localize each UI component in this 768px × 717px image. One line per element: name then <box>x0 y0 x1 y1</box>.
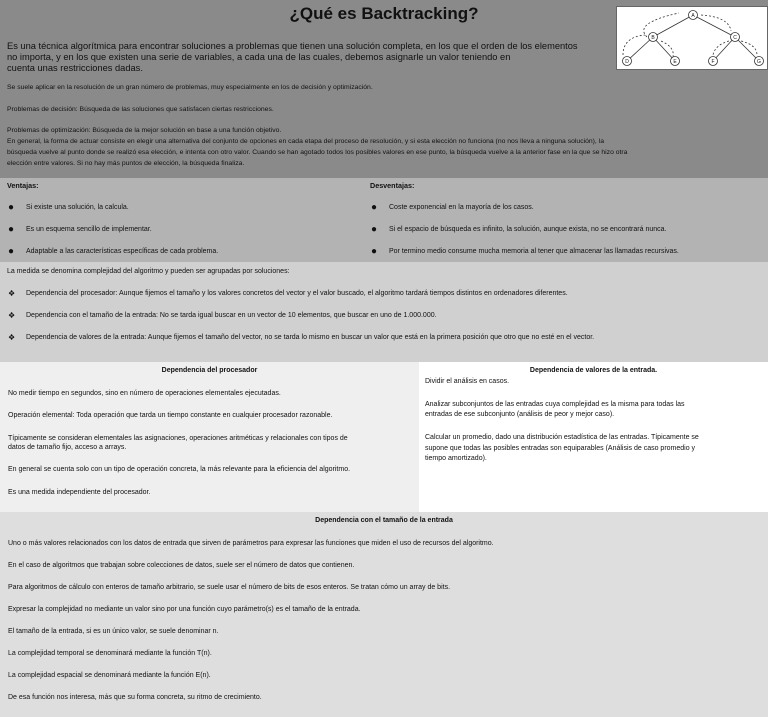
box-heading: Dependencia de valores de la entrada. <box>529 367 658 374</box>
bullet-icon: ● <box>8 246 15 257</box>
paragraph: No medir tiempo en segundos, sino en número de operaciones elementales ejecutadas. <box>8 390 281 397</box>
complexity-measure-section: La medida se denomina complejidad del algoritmo y pueden ser agrupadas por soluciones: ❖ Dependencia del procesador: Aunque fijemos el tamaño y los valores concretos del vector y el valor buscado, el algoritmo tardará tiempos distintos en ordenadores diferentes. ❖ Dependencia con el tamaño de la entrada: No se tarda igual buscar en un vector de 10 elementos, que buscar en uno de 1.000.000. ❖ Dependencia de valores de la entrada: Aunque fijemos el tamaño del vector, no se tarda lo mismo en buscar un valor que está en la primera posición que otro que no esté en el vector. <box>0 262 768 362</box>
diamond-bullet-icon: ❖ <box>8 289 16 298</box>
disadvantages-box: Desventajas: ● Coste exponencial en la mayoría de los casos. ● Si el espacio de búsqueda es infinito, la solución, aunque exista, no se encontrará nunca. ● Por termino medio consume mucha memoria al tener que almacenar las llamadas recursivas. <box>363 178 768 262</box>
advantages-heading: Ventajas: <box>7 181 39 190</box>
intro-line: no importa, y en los que existen una serie de variables, a cada una de las cuales, debemos asignarle un valor teniendo en <box>7 52 511 62</box>
paragraph: supone que todas las posibles entradas son equiparables (Análisis de caso promedio y <box>425 445 696 452</box>
intro-line: cuenta unas restricciones dadas. <box>7 63 143 73</box>
box-heading: Dependencia del procesador <box>161 367 258 374</box>
paragraph: De esa función nos interesa, más que su forma concreta, su ritmo de crecimiento. <box>8 694 262 701</box>
page-title: ¿Qué es Backtracking? <box>289 4 479 23</box>
tree-node-label: F <box>711 59 715 65</box>
paragraph: datos de tamaño fijo, acceso a arrays. <box>8 444 127 451</box>
paragraph: Típicamente se consideran elementales las asignaciones, operaciones aritméticas y relacionales con tipos de <box>8 435 348 442</box>
backtracking-tree-diagram <box>616 6 768 70</box>
diamond-bullet-icon: ❖ <box>8 333 16 342</box>
advantages-box: Ventajas: ● Si existe una solución, la calcula. ● Es un esquema sencillo de implementar. ● Adaptable a las características específicas de cada problema. <box>0 178 363 262</box>
bullet-icon: ● <box>371 246 378 257</box>
paragraph: La complejidad temporal se denominará mediante la función T(n). <box>8 650 212 657</box>
section-intro: La medida se denomina complejidad del algoritmo y pueden ser agrupadas por soluciones: <box>7 268 290 275</box>
intro-section <box>0 0 768 178</box>
processor-dependency-box <box>0 362 419 512</box>
diamond-bullet-icon: ❖ <box>8 311 16 320</box>
paragraph: Expresar la complejidad no mediante un valor sino por una función cuyo parámetro(s) es el tamaño de la entrada. <box>8 606 361 613</box>
paragraph: Dividir el análisis en casos. <box>425 378 510 385</box>
tree-node-label: C <box>733 35 737 41</box>
paragraph: tiempo amortizado). <box>425 455 487 462</box>
paragraph: Analizar subconjuntos de las entradas cuya complejidad es la misma para todas las <box>425 401 685 408</box>
paragraph: entradas de ese subconjunto (análisis de peor y mejor caso). <box>425 411 615 418</box>
disadvantages-heading: Desventajas: <box>370 181 415 190</box>
paragraph: Se suele aplicar en la resolución de un gran número de problemas, muy especialmente en los de decisión y optimización. <box>7 84 373 91</box>
tree-node-label: G <box>757 59 761 65</box>
input-size-dependency-box <box>0 512 768 717</box>
paragraph: En el caso de algoritmos que trabajan sobre colecciones de datos, suele ser el número de datos que contienen. <box>8 562 355 569</box>
paragraph: Para algoritmos de cálculo con enteros de tamaño arbitrario, se suele usar el número de bits de esos enteros. Se tratan cómo un array de bits. <box>8 584 451 591</box>
bullet-icon: ● <box>8 202 15 213</box>
paragraph: Problemas de decisión: Búsqueda de las soluciones que satisfacen ciertas restricciones. <box>7 106 274 113</box>
paragraph: elección entre valores. Si no hay más puntos de elección, la búsqueda finaliza. <box>7 160 245 167</box>
intro-line: Es una técnica algorítmica para encontrar soluciones a problemas que tienen una solución completa, en los que el orden de los elementos <box>7 41 578 51</box>
box-heading: Dependencia con el tamaño de la entrada <box>315 517 453 524</box>
paragraph: En general, la forma de actuar consiste en elegir una alternativa del conjunto de opciones en cada etapa del proceso de resolución, y si esta elección no funciona (no nos lleva a ninguna solución), la <box>7 138 604 145</box>
paragraph: Problemas de optimización: Búsqueda de la mejor solución en base a una función objetivo. <box>7 127 282 134</box>
paragraph: Es una medida independiente del procesador. <box>8 489 151 496</box>
tree-node-label: E <box>673 59 677 65</box>
paragraph: búsqueda vuelve al punto donde se realizó esa elección, e intenta con otro valor. Cuando se han agotado todos los posibles valores en ese punto, la búsqueda vuelve a la anterior fase en la que se hizo otra <box>7 149 628 156</box>
paragraph: Operación elemental: Toda operación que tarda un tiempo constante en cualquier procesador razonable. <box>8 412 333 419</box>
paragraph: En general se cuenta solo con un tipo de operación concreta, la más relevante para la eficiencia del algoritmo. <box>8 466 351 473</box>
bullet-icon: ● <box>371 224 378 235</box>
paragraph: Calcular un promedio, dado una distribución estadística de las entradas. Típicamente se <box>425 434 699 441</box>
paragraph: El tamaño de la entrada, si es un único valor, se suele denominar n. <box>8 628 219 635</box>
bullet-icon: ● <box>8 224 15 235</box>
tree-node-label: A <box>691 13 695 19</box>
tree-node-label: B <box>651 35 655 41</box>
tree-node-label: D <box>625 59 629 65</box>
bullet-icon: ● <box>371 202 378 213</box>
paragraph: La complejidad espacial se denominará mediante la función E(n). <box>8 672 211 679</box>
input-values-dependency-box <box>419 362 768 512</box>
paragraph: Uno o más valores relacionados con los datos de entrada que sirven de parámetros para expresar las funciones que miden el uso de recursos del algoritmo. <box>8 540 494 547</box>
